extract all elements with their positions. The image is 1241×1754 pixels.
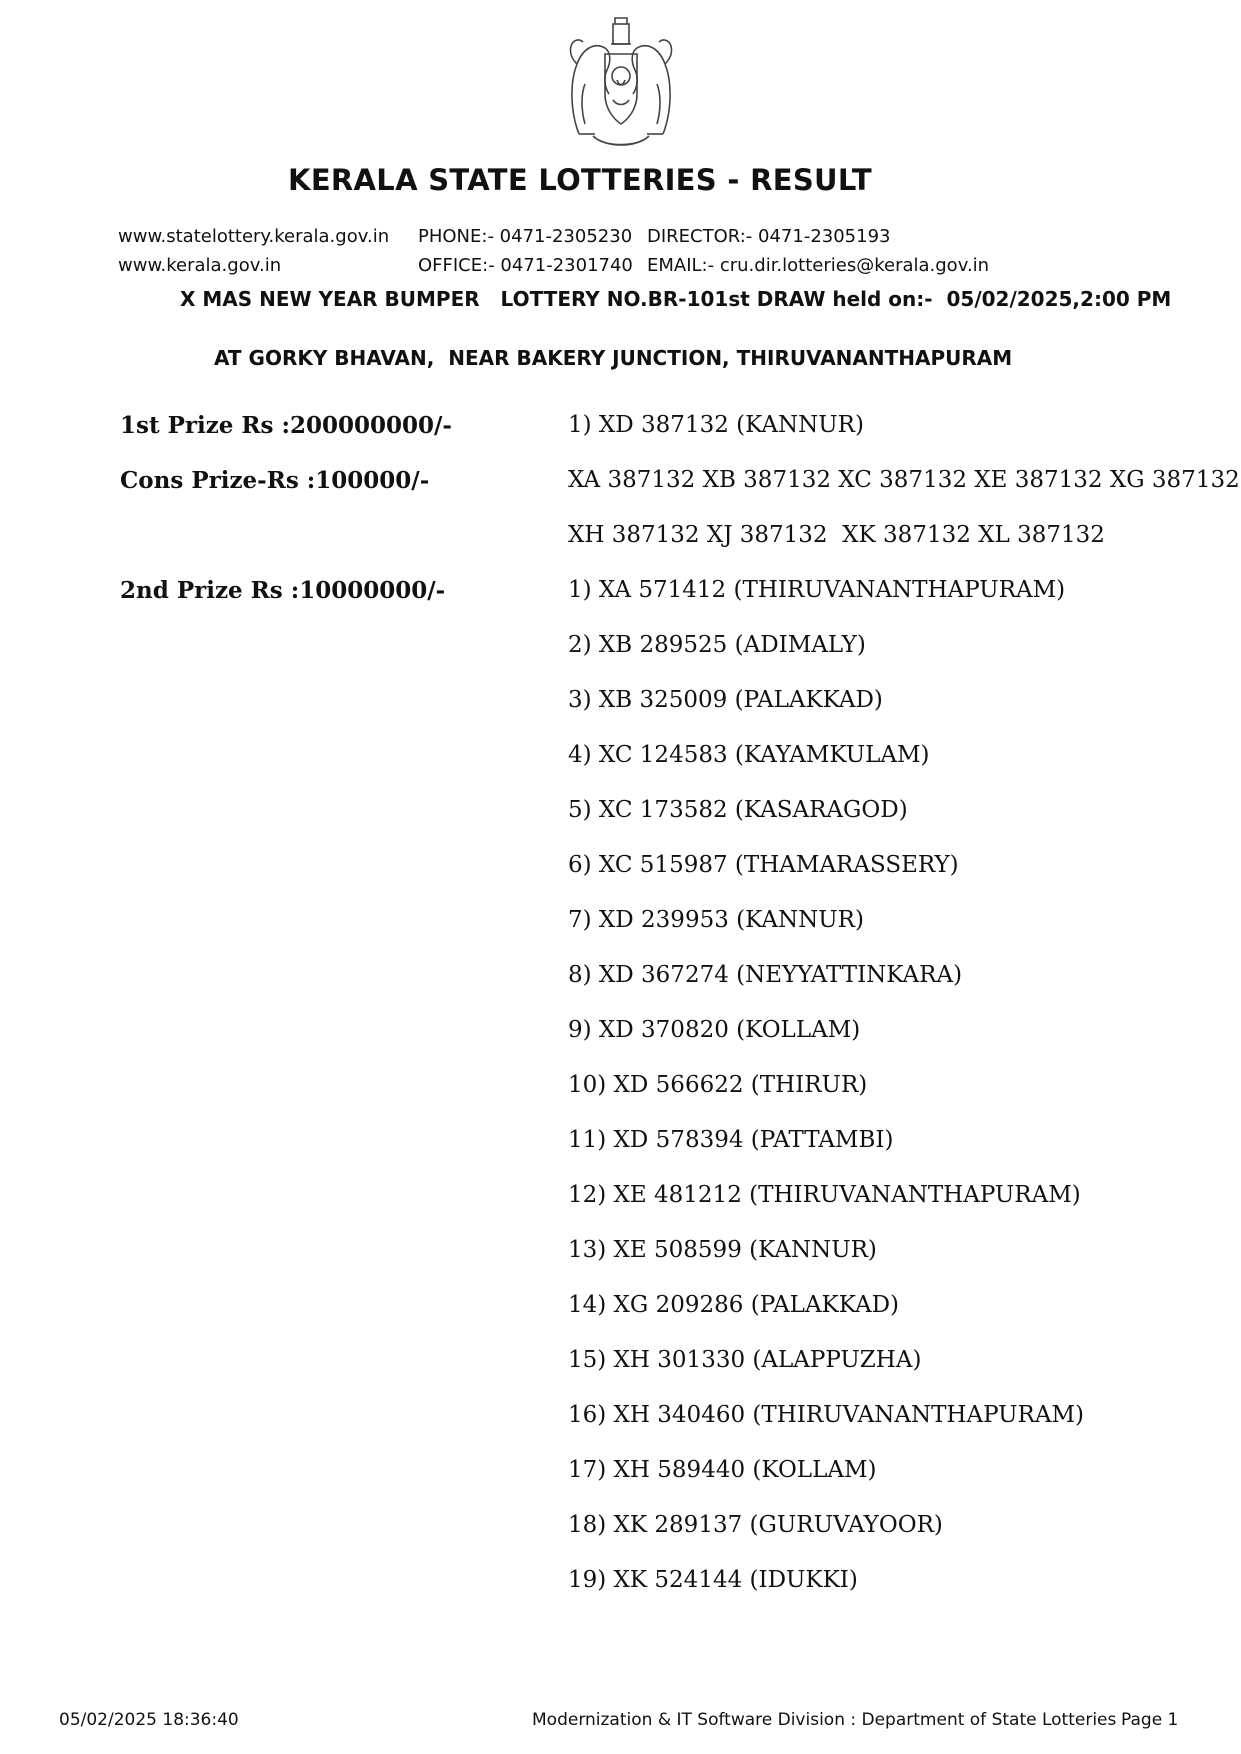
phone-number: PHONE:- 0471-2305230 xyxy=(418,226,633,247)
second-prize-winner: 14) XG 209286 (PALAKKAD) xyxy=(568,1292,900,1318)
second-prize-winner: 9) XD 370820 (KOLLAM) xyxy=(568,1017,861,1043)
second-prize-winner: 2) XB 289525 (ADIMALY) xyxy=(568,632,866,658)
website-link[interactable]: www.statelottery.kerala.gov.in xyxy=(118,226,390,247)
consolation-line: XH 387132 XJ 387132 XK 387132 XL 387132 xyxy=(568,522,1105,548)
footer-division: Modernization & IT Software Division : Department of State Lotteries xyxy=(532,1710,1117,1730)
kerala-state-emblem xyxy=(565,14,677,154)
second-prize-winner: 7) XD 239953 (KANNUR) xyxy=(568,907,864,933)
second-prize-winner: 3) XB 325009 (PALAKKAD) xyxy=(568,687,883,713)
page-number: Page 1 xyxy=(1121,1710,1179,1730)
first-prize-winner: 1) XD 387132 (KANNUR) xyxy=(568,412,864,438)
second-prize-winner: 10) XD 566622 (THIRUR) xyxy=(568,1072,868,1098)
consolation-prize-label: Cons Prize-Rs :100000/- xyxy=(120,467,430,494)
draw-details: X MAS NEW YEAR BUMPER LOTTERY NO.BR-101st DRAW held on:- 05/02/2025,2:00 PM xyxy=(180,287,1172,311)
office-number: OFFICE:- 0471-2301740 xyxy=(418,255,633,276)
draw-venue: AT GORKY BHAVAN, NEAR BAKERY JUNCTION, THIRUVANANTHAPURAM xyxy=(214,346,1013,370)
consolation-line: XA 387132 XB 387132 XC 387132 XE 387132 XG 387132 xyxy=(568,467,1240,493)
second-prize-winner: 6) XC 515987 (THAMARASSERY) xyxy=(568,852,959,878)
page-title: KERALA STATE LOTTERIES - RESULT xyxy=(288,163,872,197)
second-prize-winner: 13) XE 508599 (KANNUR) xyxy=(568,1237,877,1263)
website-link-secondary[interactable]: www.kerala.gov.in xyxy=(118,255,282,276)
first-prize-label: 1st Prize Rs :200000000/- xyxy=(120,412,452,439)
second-prize-winner: 19) XK 524144 (IDUKKI) xyxy=(568,1567,858,1593)
second-prize-winner: 15) XH 301330 (ALAPPUZHA) xyxy=(568,1347,922,1373)
second-prize-winner: 17) XH 589440 (KOLLAM) xyxy=(568,1457,877,1483)
second-prize-winner: 18) XK 289137 (GURUVAYOOR) xyxy=(568,1512,943,1538)
second-prize-label: 2nd Prize Rs :10000000/- xyxy=(120,577,446,604)
second-prize-winner: 11) XD 578394 (PATTAMBI) xyxy=(568,1127,894,1153)
second-prize-winner: 12) XE 481212 (THIRUVANANTHAPURAM) xyxy=(568,1182,1081,1208)
second-prize-winner: 1) XA 571412 (THIRUVANANTHAPURAM) xyxy=(568,577,1066,603)
second-prize-winner: 4) XC 124583 (KAYAMKULAM) xyxy=(568,742,930,768)
contact-email[interactable]: EMAIL:- cru.dir.lotteries@kerala.gov.in xyxy=(647,255,990,276)
print-timestamp: 05/02/2025 18:36:40 xyxy=(59,1710,239,1730)
second-prize-winner: 8) XD 367274 (NEYYATTINKARA) xyxy=(568,962,963,988)
second-prize-winner: 16) XH 340460 (THIRUVANANTHAPURAM) xyxy=(568,1402,1084,1428)
second-prize-winner: 5) XC 173582 (KASARAGOD) xyxy=(568,797,908,823)
director-number: DIRECTOR:- 0471-2305193 xyxy=(647,226,891,247)
